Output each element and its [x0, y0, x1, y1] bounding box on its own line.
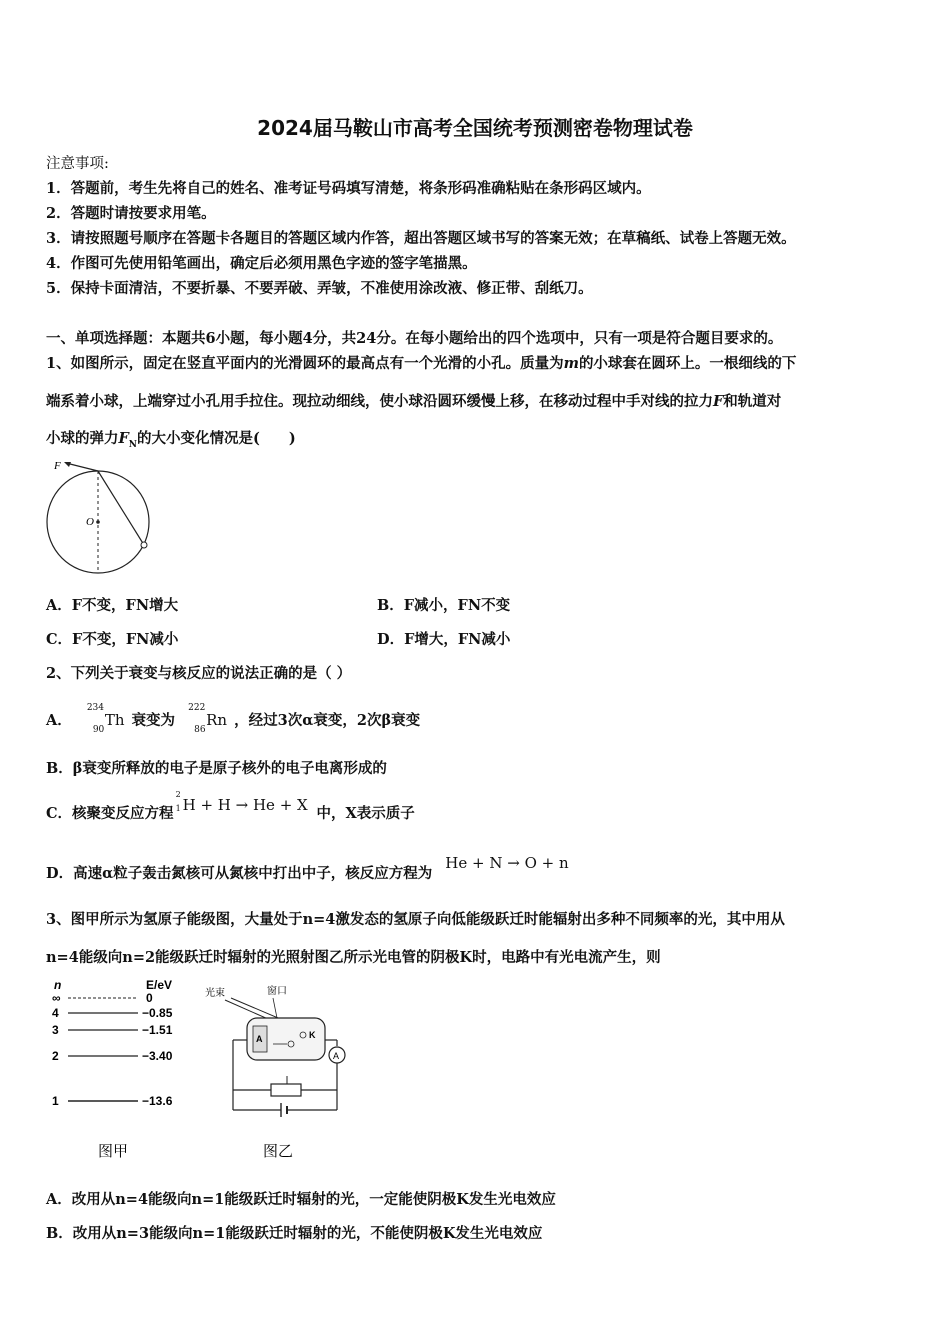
section-1-heading: 一、单项选择题：本题共6小题，每小题4分，共24分。在每小题给出的四个选项中，只有一项是符合题目要求的。 [46, 330, 783, 347]
center-point [96, 520, 100, 524]
q2-stem: 2、下列关于衰变与核反应的说法正确的是（ ） [46, 665, 352, 682]
notice-heading: 注意事项: [46, 156, 109, 172]
q2-c-post: 中，X表示质子 [316, 805, 415, 822]
notice-item-2: 2．答题时请按要求用笔。 [46, 205, 216, 222]
q2-c-prefix: C．核聚变反应方程 [46, 805, 174, 822]
q1-text: 端系着小球，上端穿过小孔用手拉住。现拉动细线，使小球沿圆环缓慢上移，在移动过程中手对线的拉力 [46, 393, 713, 410]
photoelectric-tube-diagram [205, 980, 355, 1165]
fusion-equation [175, 790, 313, 814]
th-z: 90 [92, 725, 105, 735]
q1-option-d[interactable]: D．F增大，FN减小 [377, 631, 511, 648]
level-inf-e: 0 [146, 991, 153, 1005]
q1-option-a[interactable]: A．F不变，FN增大 [46, 597, 179, 614]
h2-mass: 2 [175, 790, 181, 799]
ball [141, 542, 147, 548]
rn-z: 86 [194, 725, 206, 735]
q1-text: 的大小变化情况是( ) [137, 430, 296, 447]
level-1-n: 1 [52, 1094, 59, 1108]
rn-mass: 222 [188, 703, 206, 713]
window-pointer [273, 998, 277, 1018]
level-3-e: −1.51 [142, 1023, 173, 1037]
q1-normal-force-symbol: F [118, 430, 129, 447]
level-2-n: 2 [52, 1049, 59, 1063]
level-4-n: 4 [52, 1006, 59, 1020]
q1-option-b[interactable]: B．F减小，FN不变 [377, 597, 511, 614]
h2-z: 1 [175, 804, 181, 813]
reaction-equation: He + N → O + n [445, 854, 569, 872]
ammeter-label: A [333, 1051, 340, 1061]
q3-line-2: n=4能级向n=2能级跃迁时辐射的光照射图乙所示光电管的阴极K时，电路中有光电流产生，则 [46, 949, 661, 966]
th-symbol: Th [104, 711, 125, 729]
q3-option-a[interactable]: A．改用从n=4能级向n=1能级跃迁时辐射的光，一定能使阴极K发生光电效应 [46, 1191, 556, 1208]
energy-level-diagram [46, 975, 206, 1165]
window-label: 窗口 [267, 986, 287, 997]
q2-a-post: ，经过3次α衰变，2次β衰变 [234, 712, 421, 729]
level-inf-n: ∞ [52, 991, 61, 1005]
rheostat [271, 1084, 301, 1096]
notice-item-4: 4．作图可先使用铅笔画出，确定后必须用黑色字迹的签字笔描黑。 [46, 255, 477, 272]
arrow-head-icon [64, 462, 71, 467]
q2-option-d[interactable] [46, 854, 569, 883]
cathode-label: K [309, 1030, 316, 1040]
label-O: O [86, 516, 94, 528]
fusion-equation-text: H + H → He + X [182, 796, 308, 814]
q1-text: 的小球套在圆环上。一根细线的下 [578, 355, 797, 372]
level-3-n: 3 [52, 1023, 59, 1037]
radon-nuclide [188, 703, 228, 735]
fig2-caption: 图乙 [263, 1144, 294, 1160]
equation-body [175, 790, 313, 814]
q1-text: 和轨道对 [723, 393, 782, 410]
level-4-e: −0.85 [142, 1006, 173, 1020]
q1-force-symbol: F [713, 393, 724, 410]
level-2-e: −3.40 [142, 1049, 173, 1063]
label-F: F [54, 460, 61, 472]
thorium-nuclide [86, 703, 125, 735]
q1-option-c[interactable]: C．F不变，FN减小 [46, 631, 179, 648]
e-axis-label: E/eV [146, 978, 173, 992]
string-line [98, 471, 144, 545]
q1-text: 1、如图所示，固定在竖直平面内的光滑圆环的最高点有一个光滑的小孔。质量为 [46, 355, 564, 372]
q2-d-prefix: D．高速α粒子轰击氮核可从氮核中打出中子，核反应方程为 [46, 865, 433, 882]
q1-subscript: N [128, 439, 138, 450]
notice-item-3: 3．请按照题号顺序在答题卡各题目的答题区域内作答，超出答题区域书写的答案无效；在草稿纸、试卷上答题无效。 [46, 230, 796, 247]
q3-line-1: 3、图甲所示为氢原子能级图，大量处于n=4激发态的氢原子向低能级跃迁时能辐射出多种不同频率的光，其中用从 [46, 911, 785, 928]
notice-item-1: 1．答题前，考生先将自己的姓名、准考证号码填写清楚，将条形码准确粘贴在条形码区域内。 [46, 180, 651, 197]
q1-mass-symbol: m [563, 355, 579, 372]
q2-a-prefix: A． [46, 712, 72, 729]
th-mass: 234 [86, 703, 105, 713]
q2-option-a[interactable] [46, 703, 421, 735]
q1-line-1 [46, 352, 796, 373]
page-title: 2024届马鞍山市高考全国统考预测密卷物理试卷 [257, 116, 693, 140]
fig1-caption: 图甲 [98, 1144, 129, 1160]
q2-option-b[interactable]: B．β衰变所释放的电子是原子核外的电子电离形成的 [46, 760, 387, 777]
pull-line [66, 463, 98, 471]
q3-option-b[interactable]: B．改用从n=3能级向n=1能级跃迁时辐射的光，不能使阴极K发生光电效应 [46, 1225, 543, 1242]
anode-label: A [256, 1034, 263, 1044]
q1-line-3 [46, 427, 296, 450]
light-beam-label: 光束 [205, 988, 225, 999]
n-axis-label: n [54, 978, 62, 992]
notice-item-5: 5．保持卡面清洁，不要折暴、不要弄破、弄皱，不准使用涂改液、修正带、刮纸刀。 [46, 280, 593, 297]
rn-symbol: Rn [206, 711, 228, 729]
q1-text: 小球的弹力 [46, 430, 119, 447]
q1-ring-figure [40, 455, 160, 585]
q2-a-mid: 衰变为 [131, 712, 176, 729]
q2-option-c[interactable] [46, 790, 415, 823]
q1-line-2 [46, 390, 781, 411]
level-1-e: −13.6 [142, 1094, 173, 1108]
